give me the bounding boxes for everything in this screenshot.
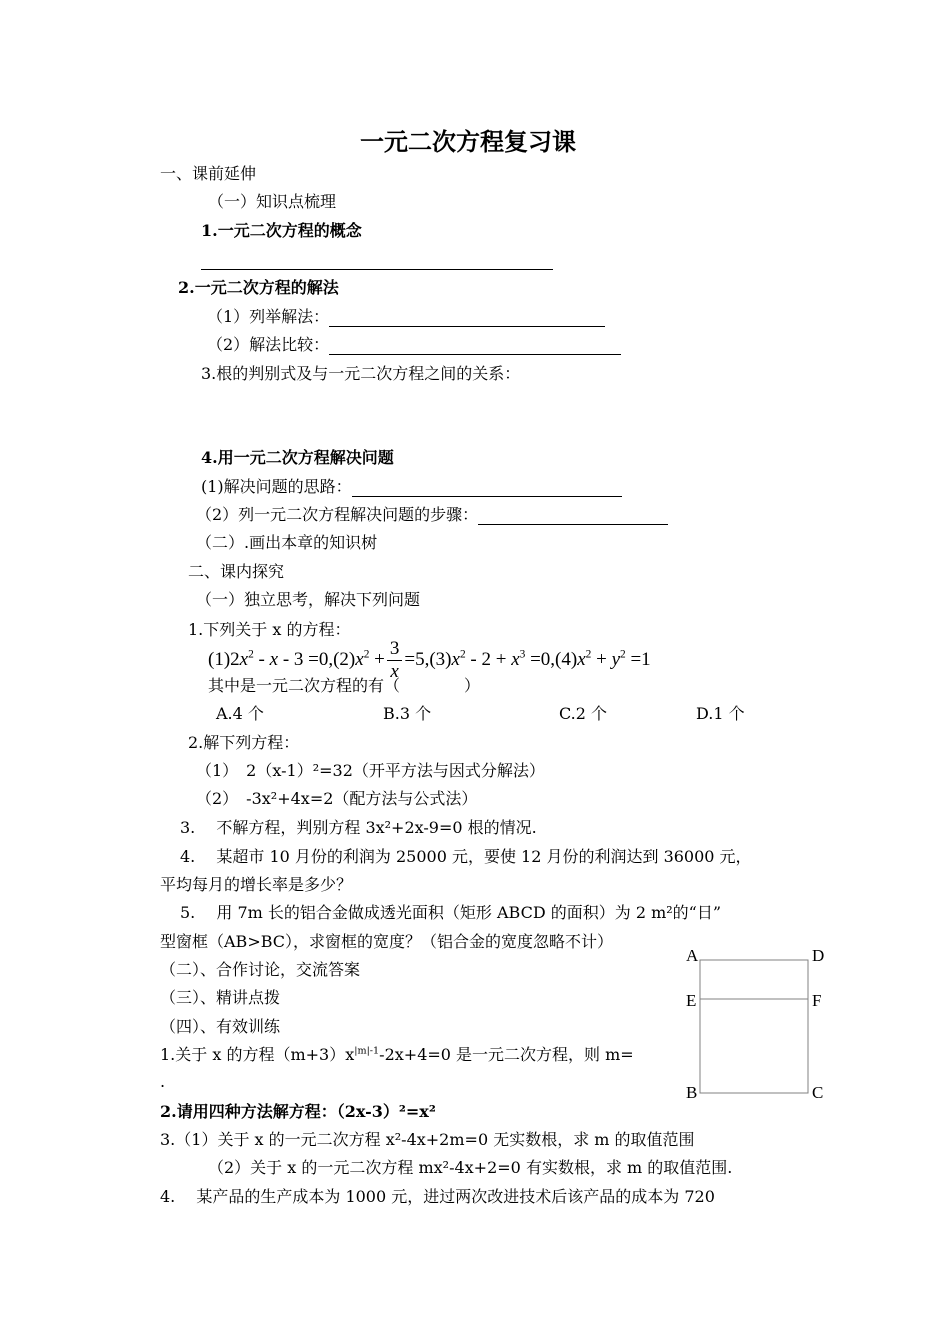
training-1-text: 1.关于 x 的方程（m+3）x bbox=[160, 1045, 355, 1064]
question-1-ask: 其中是一元二次方程的有（ ） bbox=[208, 676, 481, 695]
rectangle-abcd bbox=[700, 960, 808, 1093]
section-heading-2: 二、课内探究 bbox=[188, 562, 285, 581]
method-list-label: （1）列举解法： bbox=[207, 307, 330, 326]
page-title: 一元二次方程复习课 bbox=[360, 128, 576, 156]
knowledge-point-4-2 bbox=[196, 505, 668, 525]
subsection-knowledge: （一）知识点梳理 bbox=[208, 192, 337, 211]
blank-line-concept bbox=[201, 250, 553, 270]
question-4-line-2: 平均每月的增长率是多少？ bbox=[160, 875, 353, 894]
question-1-equations: $(1)2x^2 - x - 3 =0,(2)x^2$ + $\frac{3}{x}$ $=5,(3)x^2 - 2 + x^3 =0,(4)x^2 + y^2 =1$ bbox=[208, 638, 651, 682]
option-b: B.3 个 bbox=[383, 704, 432, 723]
method-compare-label: （2）解法比较： bbox=[207, 335, 330, 354]
option-a: A.4 个 bbox=[216, 704, 264, 723]
blank-line-methods bbox=[329, 310, 605, 327]
training-3-1: 3.（1）关于 x 的一元二次方程 x²-4x+2m=0 无实数根，求 m 的取值范围 bbox=[160, 1130, 695, 1149]
subsection-knowledge-tree: （二）.画出本章的知识树 bbox=[196, 533, 378, 552]
question-5-line-2: 型窗框（AB>BC），求窗框的宽度？（铝合金的宽度忽略不计） bbox=[160, 932, 614, 951]
blank-line-approach bbox=[352, 480, 622, 497]
subsection-explain: （三）、精讲点拨 bbox=[160, 988, 281, 1007]
question-3: 3. 不解方程，判别方程 3x²+2x-9=0 根的情况. bbox=[180, 818, 537, 837]
question-2-2: （2） -3x²+4x=2（配方法与公式法） bbox=[196, 789, 478, 808]
knowledge-point-2-1 bbox=[207, 307, 605, 327]
training-1-end: . bbox=[160, 1072, 166, 1091]
window-frame-diagram bbox=[695, 955, 815, 1100]
steps-label: （2）列一元二次方程解决问题的步骤： bbox=[196, 505, 479, 524]
subsection-independent: （一）独立思考，解决下列问题 bbox=[196, 590, 421, 609]
training-1 bbox=[160, 1045, 634, 1065]
knowledge-point-4: 4.用一元二次方程解决问题 bbox=[201, 448, 394, 467]
training-1-text-rest: -2x+4=0 是一元二次方程，则 m= bbox=[379, 1045, 634, 1064]
knowledge-point-2-2 bbox=[207, 335, 621, 355]
knowledge-point-2: 2.一元二次方程的解法 bbox=[178, 278, 339, 297]
label-f: F bbox=[812, 991, 822, 1010]
question-4-line-1: 4. 某超市 10 月份的利润为 25000 元，要使 12 月份的利润达到 36000 元， bbox=[180, 847, 752, 866]
training-4: 4. 某产品的生产成本为 1000 元，进过两次改进技术后该产品的成本为 720 bbox=[160, 1187, 715, 1206]
knowledge-point-1: 1.一元二次方程的概念 bbox=[201, 221, 362, 240]
section-heading-1: 一、课前延伸 bbox=[160, 164, 257, 183]
question-2-1: （1） 2（x-1）²=32（开平方法与因式分解法） bbox=[196, 761, 545, 780]
option-d: D.1 个 bbox=[696, 704, 745, 723]
training-1-exponent: |m|-1 bbox=[354, 1045, 380, 1057]
option-c: C.2 个 bbox=[559, 704, 608, 723]
blank-line-steps bbox=[478, 508, 668, 525]
question-2: 2.解下列方程： bbox=[188, 733, 300, 752]
knowledge-point-3: 3.根的判别式及与一元二次方程之间的关系： bbox=[201, 364, 521, 383]
label-c: C bbox=[812, 1083, 824, 1102]
training-3-2: （2）关于 x 的一元二次方程 mx²-4x+2=0 有实数根，求 m 的取值范围. bbox=[208, 1158, 733, 1177]
label-b: B bbox=[686, 1083, 698, 1102]
subsection-discussion: （二）、合作讨论，交流答案 bbox=[160, 960, 361, 979]
knowledge-point-4-1 bbox=[201, 477, 622, 497]
label-e: E bbox=[686, 991, 697, 1010]
subsection-training: （四）、有效训练 bbox=[160, 1017, 281, 1036]
label-d: D bbox=[812, 946, 825, 965]
blank-line-compare bbox=[329, 338, 621, 355]
label-a: A bbox=[686, 946, 699, 965]
training-2: 2.请用四种方法解方程：（2x-3）²=x² bbox=[160, 1102, 436, 1121]
question-1: 1.下列关于 x 的方程： bbox=[188, 620, 351, 639]
approach-label: (1)解决问题的思路： bbox=[201, 477, 352, 496]
question-5-line-1: 5. 用 7m 长的铝合金做成透光面积（矩形 ABCD 的面积）为 2 m²的“日” bbox=[180, 903, 722, 922]
